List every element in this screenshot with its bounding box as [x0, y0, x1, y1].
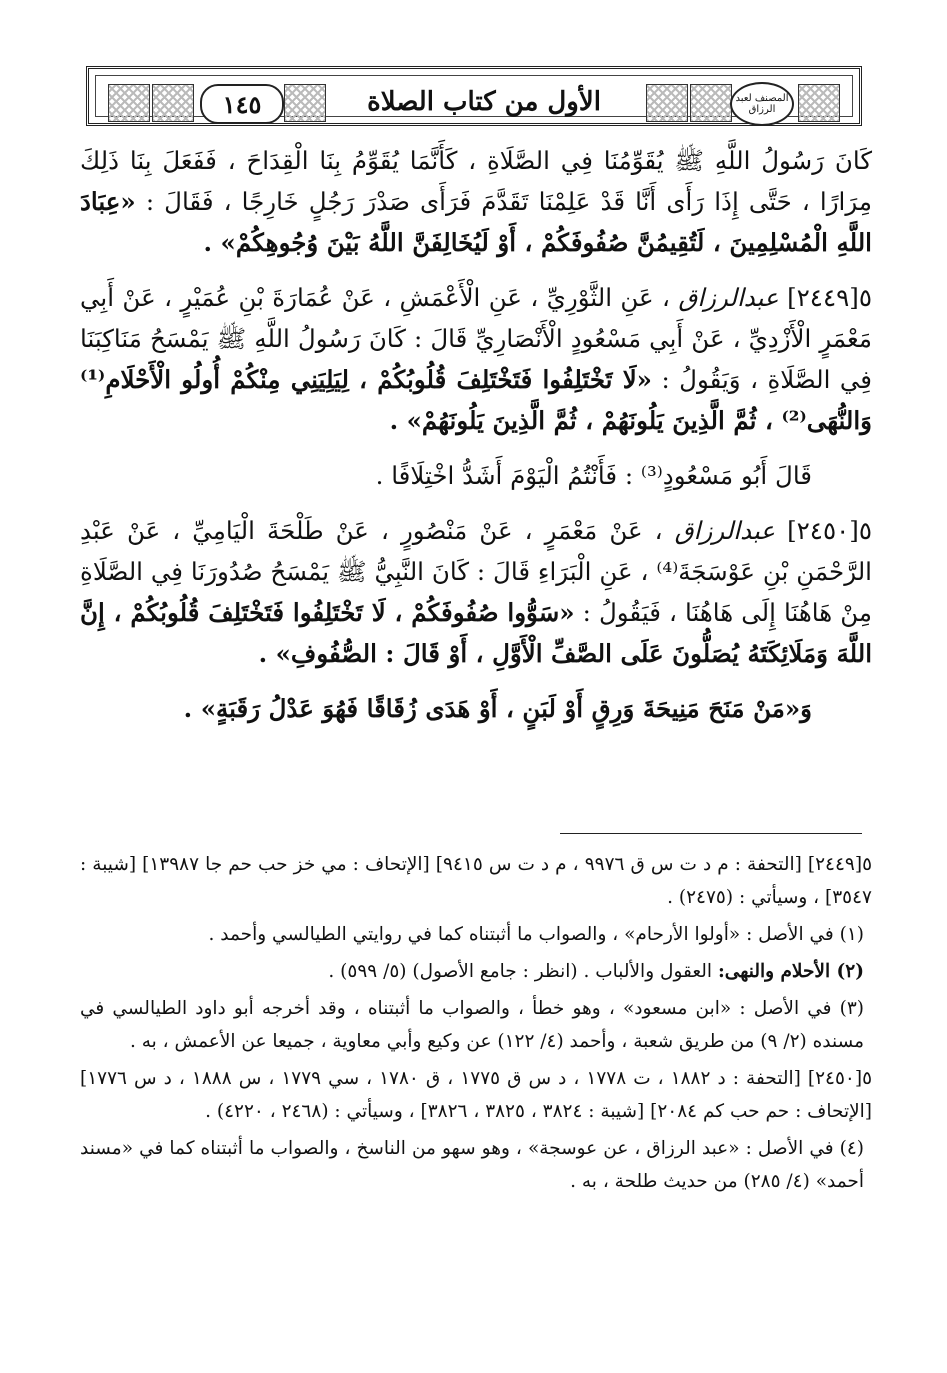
narration-text: كَانَ رَسُولُ اللَّهِ ﷺ يُقَوِّمُنَا فِي الصَّلَاةِ ، كَأَنَّمَا يُقَوِّمُ بِنَا الْقِدَاحَ ، فَفَعَلَ بِنَا ذَلِكَ مِرَارًا ، حَتَّى إِذَا رَأَى أَنَّا قَدْ عَلِمْنَا تَقَدَّمَ فَرَأَى صَدْرَ رَجُلٍ خَارِجًا ، فَقَالَ : [80, 146, 872, 216]
footnotes [80, 848, 872, 1202]
ornament-icon [108, 84, 150, 122]
footnote-1: (١) في الأصل : «أولوا الأرحام» ، والصواب ما أثبتناه كما في روايتي الطيالسي وأحمد . [208, 924, 864, 945]
paragraph-continuation [80, 140, 872, 263]
hadith-2449 [80, 277, 872, 441]
main-text [80, 140, 872, 743]
ornament-icon [690, 84, 732, 122]
footnote-2-label: (٢) الأحلام والنهى: [717, 961, 864, 982]
prophetic-speech: «لَا تَخْتَلِفُوا فَتَخْتَلِفَ قُلُوبُكُمْ ، لِيَلِيَنِي مِنْكُمْ أُولُو الْأَحْلَامِ⁽¹⁾ وَالنُّهَى⁽²⁾ ، ثُمَّ الَّذِينَ يَلُونَهُمْ ، ثُمَّ الَّذِينَ يَلُونَهُمْ» . [80, 365, 872, 435]
page-number: ١٤٥ [200, 84, 284, 124]
takhrij-2450: ٥[٢٤٥٠] [التحفة : د ١٨٨٢ ، ت ١٧٧٨ ، د س ق ١٧٧٥ ، ق ١٧٨٠ ، سي ١٧٧٩ ، س ١٨٨٨ ، د س ١٧٧٦] [الإتحاف : حم حب كم ٢٠٨٤] [شيبة : ٣٨٢٤ ، ٣٨٢٥ ، ٣٨٢٦] ، وسيأتي : (٢٤٦٨ ، ٤٢٢٠) . [80, 1068, 872, 1122]
page-header [86, 66, 862, 126]
footnote-4: (٤) في الأصل : «عبد الرزاق ، عن عوسجة» ، وهو سهو من الناسخ ، والصواب ما أثبتناه كما في «مسند أحمد» (٤/ ٢٨٥) من حديث طلحة ، به . [80, 1138, 864, 1192]
footnote-3: (٣) في الأصل : «ابن مسعود» ، وهو خطأ ، والصواب ما أثبتناه ، وقد أخرجه أبو داود الطيالسي في مسنده (٢/ ٩) من طريق شعبة ، وأحمد (٤/ ١٢٢) عن وكيع وأبي معاوية ، جميعا عن الأعمش ، به . [80, 998, 864, 1052]
running-title: الأول من كتاب الصلاة [367, 87, 601, 117]
hadith-2450 [80, 510, 872, 674]
ornament-icon [646, 84, 688, 122]
book-logo: المصنف لعبد الرزاق [730, 82, 794, 126]
isnad-text: ، عَنْ مَعْمَرٍ ، عَنْ مَنْصُورٍ ، عَنْ طَلْحَةَ الْيَامِيِّ ، عَنْ عَبْدِ الرَّحْمَنِ بْنِ عَوْسَجَةَ⁽⁴⁾ ، عَنِ الْبَرَاءِ قَالَ : كَانَ النَّبِيُّ ﷺ يَمْسَحُ صُدُورَنَا فِي الصَّلَاةِ مِنْ هَاهُنَا إِلَى هَاهُنَا ، فَيَقُولُ : [80, 516, 872, 627]
ornament-icon [152, 84, 194, 122]
prophetic-speech: «عِبَادَ اللَّهِ الْمُسْلِمِينَ ، لَتُقِيمُنَّ صُفُوفَكُمْ ، أَوْ لَيُخَالِفَنَّ اللَّهُ بَيْنَ وُجُوهِكُمْ» . [80, 187, 872, 257]
hadith-number: ٥[٢٤٤٩] [787, 283, 872, 312]
takhrij-2449: ٥[٢٤٤٩] [التحفة : م د ت س ق ٩٩٧٦ ، م د ت س ٩٤١٥] [الإتحاف : مي خز حب حم جا ١٣٩٨٧] [شيبة : ٣٥٤٧] ، وسيأتي : (٢٤٧٥) . [80, 854, 872, 908]
prophetic-speech: «سَوُّوا صُفُوفَكُمْ ، لَا تَخْتَلِفُوا فَتَخْتَلِفَ قُلُوبُكُمْ ، إِنَّ اللَّهَ وَمَلَائِكَتَهُ يُصَلُّونَ عَلَى الصَّفِّ الْأَوَّلِ ، أَوْ قَالَ : الصُّفُوفِ» . [80, 598, 872, 668]
footnote-2 [80, 955, 872, 988]
hadith-2449-comment: قَالَ أَبُو مَسْعُودٍ⁽³⁾ : فَأَنْتُمُ الْيَوْمَ أَشَدُّ اخْتِلَافًا . [375, 461, 812, 490]
hadith-author: عبدالرزاق [674, 516, 775, 545]
hadith-number: ٥[٢٤٥٠] [787, 516, 872, 545]
header-frame [95, 75, 853, 117]
ornament-icon [798, 84, 840, 122]
footnote-2-text: العقول والألباب . (انظر : جامع الأصول) (٥/ ٥٩٩) . [328, 961, 713, 982]
hadith-author: عبدالرزاق [678, 283, 779, 312]
isnad-text: ، عَنِ الثَّوْرِيِّ ، عَنِ الْأَعْمَشِ ، عَنْ عُمَارَةَ بْنِ عُمَيْرٍ ، عَنْ أَبِي مَعْمَرٍ الْأَزْدِيِّ ، عَنْ أَبِي مَسْعُودٍ الْأَنْصَارِيِّ قَالَ : كَانَ رَسُولُ اللَّهِ ﷺ يَمْسَحُ مَنَاكِبَنَا فِي الصَّلَاةِ ، وَيَقُولُ : [80, 283, 873, 394]
footnote-separator [560, 833, 862, 834]
ornament-icon [284, 84, 326, 122]
hadith-2450-addition: وَ«مَنْ مَنَحَ مَنِيحَةَ وَرِقٍ أَوْ لَبَنٍ ، أَوْ هَدَى زُقَاقًا فَهُوَ عَدْلُ رَقَبَةٍ» . [183, 694, 812, 723]
